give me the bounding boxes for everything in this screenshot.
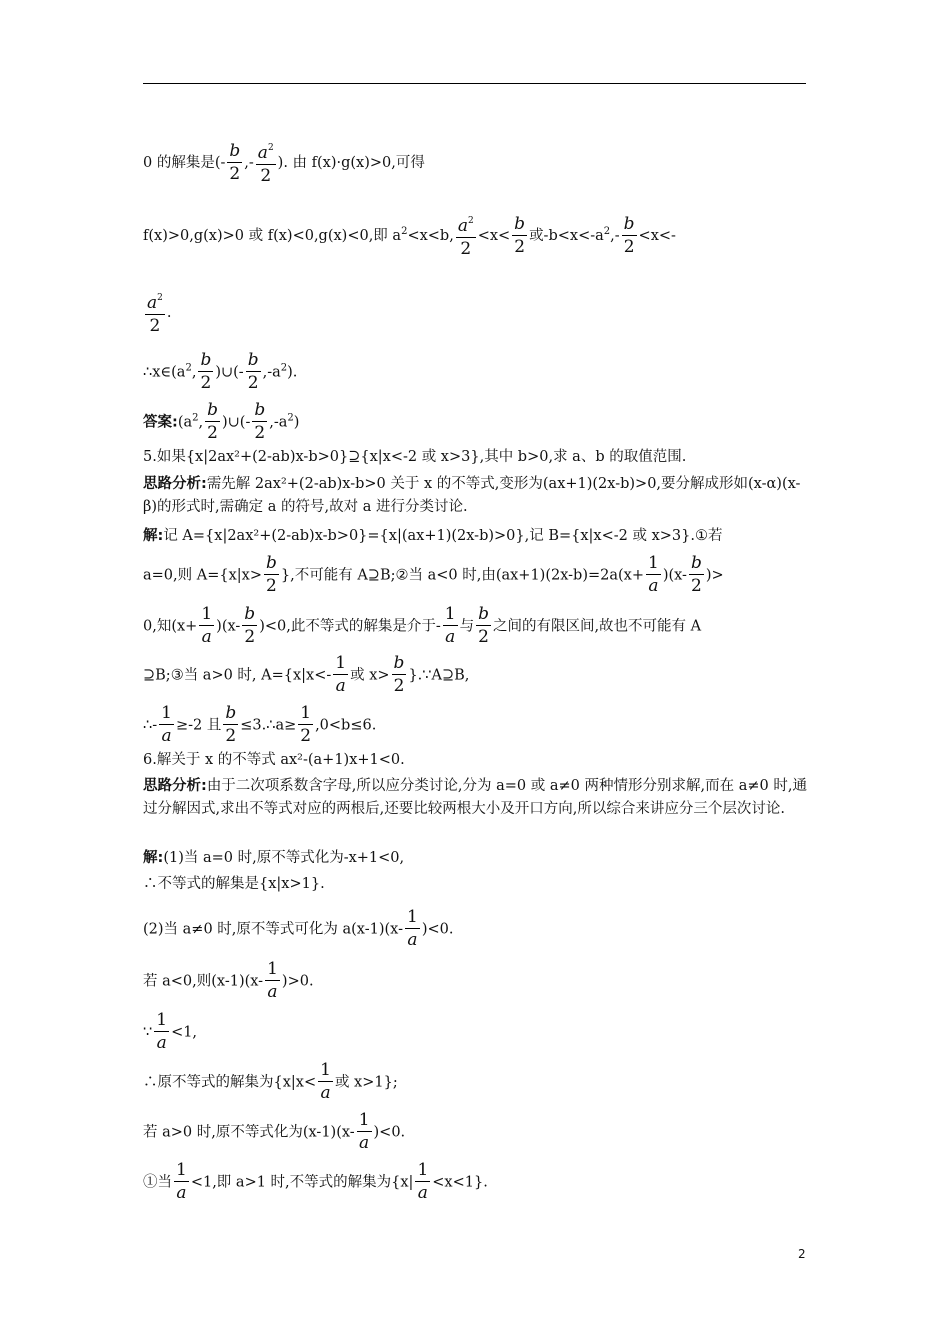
fraction-1-over-2: $\frac{1}{2}$ [300,703,312,746]
question-6-solution-line7: 若 a>0 时,原不等式化为(x-1)(x- $\frac{1}{a}$ )<0. [143,1110,406,1153]
fraction-b-over-2: $\frac{b}{2}$ [265,553,277,596]
question-5-solution-line5: ∴- $\frac{1}{a}$ ≥-2 且 $\frac{b}{2}$ ≤3.∴a≥ $\frac{1}{2}$ ,0<b≤6. [143,703,377,746]
question-6-solution-line3: (2)当 a≠0 时,原不等式可化为 a(x-1)(x- $\frac{1}{a}$ )<0. [143,907,454,950]
fraction-1-over-a: $\frac{1}{a}$ [161,703,172,746]
question-6: 6.解关于 x 的不等式 ax²-(a+1)x+1<0. [143,752,405,768]
question-6-analysis: 思路分析:由于二次项系数含字母,所以应分类讨论,分为 a=0 或 a≠0 两种情形分别求解,而在 a≠0 时,通过分解因式,求出不等式对应的两根后,还要比较两根大小及开口方向,所以综合来讲应分三个层次讨论. [143,778,807,817]
fraction-1-over-a: $\frac{1}{a}$ [267,959,278,1002]
fraction-a2-over-2: $\frac{a^2}{2}$ [145,288,165,338]
fraction-b-over-2: $\frac{b}{2}$ [478,604,489,647]
question-6-solution-line4: 若 a<0,则(x-1)(x- $\frac{1}{a}$ )>0. [143,959,314,1002]
question-6-solution-line6: ∴原不等式的解集为{x|x< $\frac{1}{a}$ 或 x>1}; [143,1060,398,1103]
fraction-1-over-a: $\frac{1}{a}$ [358,1110,370,1153]
fraction-1-over-a: $\frac{1}{a}$ [156,1010,168,1053]
fraction-1-over-a: $\frac{1}{a}$ [320,1060,331,1103]
line-answer: 答案$:(a^2$, $\frac{b}{2}$ )∪(- $\frac{b}{2}$ $,-a^2$) [143,400,300,443]
fraction-b-over-2: $\frac{b}{2}$ [200,350,212,393]
fraction-1-over-a: $\frac{1}{a}$ [335,653,347,696]
question-5-solution-line2: a=0,则 A={x|x> $\frac{b}{2}$ },不可能有 A⊇B;②当 a<0 时,由(ax+1)(2x-b)=2a(x+ $\frac{1}{a}$ )(x- $\frac{b}{2}$ )> [143,553,724,596]
question-6-solution-line8: ①当 $\frac{1}{a}$ <1,即 a>1 时,不等式的解集为{x| $\frac{1}{a}$ <x<1}. [143,1160,488,1203]
line-solution-set: 0 的解集是(- $\frac{b}{2}$ ,- $\frac{a^2}{2}$ ). 由 f(x)·g(x)>0,可得 [143,138,811,188]
fraction-a2-over-2: $\frac{a^2}{2}$ [256,138,276,188]
header-rule [143,83,806,84]
fraction-1-over-a: $\frac{1}{a}$ [201,604,213,647]
line-continuation: $\frac{a^2}{2}$ . [143,288,811,338]
fraction-b-over-2: $\frac{b}{2}$ [244,604,256,647]
fraction-b-over-2: $\frac{b}{2}$ [690,553,702,596]
fraction-1-over-a: $\frac{1}{a}$ [444,604,456,647]
fraction-b-over-2: $\frac{b}{2}$ [225,703,237,746]
fraction-1-over-a: $\frac{1}{a}$ [647,553,659,596]
fraction-a2-over-2: $\frac{a^2}{2}$ [456,211,476,261]
line-case-split: f(x)>0,g(x)>0 或 f(x)<0,g(x)<0,即 $a^2<x<b$, $\frac{a^2}{2}$ <x< $\frac{b}{2}$ 或$-b<x<-a^2,-$ $\frac{b}{2}$ <x<- [143,211,811,261]
question-6-solution-line2: ∴不等式的解集是{x|x>1}. [143,876,325,892]
fraction-b-over-2: $\frac{b}{2}$ [247,350,259,393]
question-5: 5.如果{x|2ax²+(2-ab)x-b>0}⊇{x|x<-2 或 x>3},其中 b>0,求 a、b 的取值范围. [143,449,687,465]
question-6-solution-line5: ∵ $\frac{1}{a}$ <1, [143,1010,198,1053]
question-5-solution-line3: 0,知(x+ $\frac{1}{a}$ )(x- $\frac{b}{2}$ )<0,此不等式的解集是介于- $\frac{1}{a}$ 与 $\frac{b}{2}$ 之间的有限区间,故也不可能有 A [143,604,702,647]
fraction-1-over-a: $\frac{1}{a}$ [176,1160,187,1203]
question-6-solution-line1: 解:(1)当 a=0 时,原不等式化为-x+1<0, [143,850,405,866]
page-number: 2 [798,1247,806,1261]
fraction-b-over-2: $\frac{b}{2}$ [254,400,266,443]
fraction-b-over-2: $\frac{b}{2}$ [623,213,635,257]
fraction-b-over-2: $\frac{b}{2}$ [393,653,405,696]
question-5-analysis: 思路分析:需先解 2ax²+(2-ab)x-b>0 关于 x 的不等式,变形为(ax+1)(2x-b)>0,要分解成形如(x-α)(x-β)的形式时,需确定 a 的符号,故对 a 进行分类讨论. [143,476,801,515]
fraction-b-over-2: $\frac{b}{2}$ [514,213,526,257]
question-5-solution-line4: ⊇B;③当 a>0 时, A={x|x<- $\frac{1}{a}$ 或 x> $\frac{b}{2}$ }.∵A⊇B, [143,653,470,696]
fraction-b-over-2: $\frac{b}{2}$ [229,140,241,184]
line-therefore-x: $\therefore x\in(a^2$, $\frac{b}{2}$ )∪(- $\frac{b}{2}$ $,-a^2$). [143,350,298,393]
fraction-1-over-a: $\frac{1}{a}$ [406,907,418,950]
fraction-1-over-a: $\frac{1}{a}$ [417,1160,429,1203]
fraction-b-over-2: $\frac{b}{2}$ [207,400,218,443]
question-5-solution-line1: 解:记 A={x|2ax²+(2-ab)x-b>0}={x|(ax+1)(2x-b)>0},记 B={x|x<-2 或 x>3}.①若 [143,528,723,544]
